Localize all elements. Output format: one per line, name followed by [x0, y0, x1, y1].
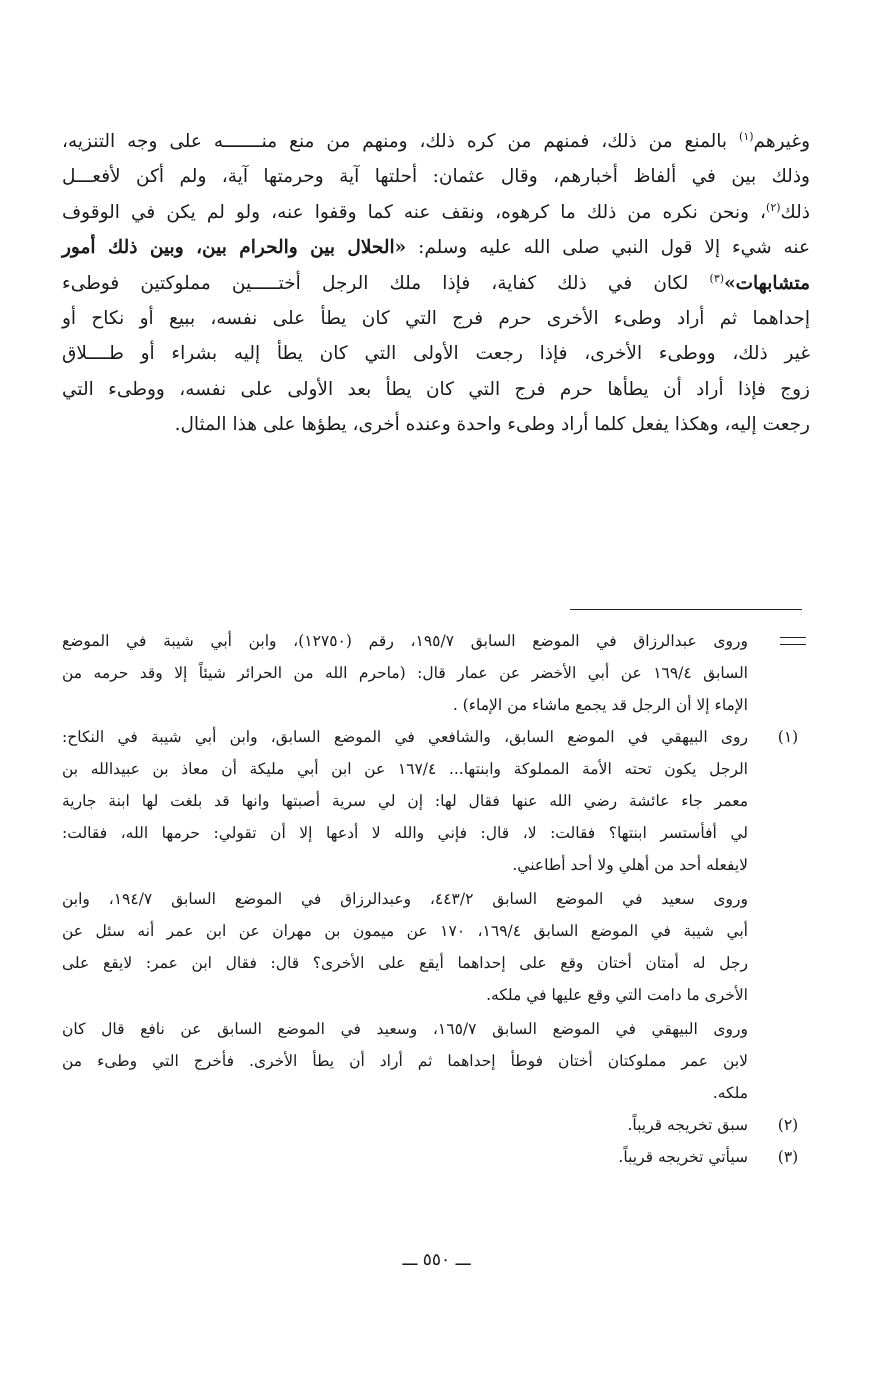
footnote-line: لابن عمر مملوكتان أختان فوطأ إحداهما ثم أراد أن يطأ الأخرى. فأخرج التي وطىء من: [62, 1052, 748, 1070]
hadith-quote: «الحلال بين والحرام بين، وبين ذلك أمور: [62, 237, 407, 259]
footnote-marker-2: (٢): [777, 1116, 799, 1134]
footnote-2: [62, 1109, 810, 1141]
body-line-8: زوج فإذا أراد أن يطأها حرم فرج التي كان يطأ بعد الأولى على نفسه، ووطىء التي: [62, 378, 810, 400]
footnote-line: ملكه.: [712, 1084, 748, 1102]
footnote-marker-1: (١): [777, 728, 799, 746]
body-line-9: رجعت إليه، وهكذا يفعل كلما أراد وطىء واحدة وعنده أخرى، يطؤها على هذا المثال.: [174, 414, 810, 436]
main-body-text: [62, 124, 810, 443]
body-line-3: ذلك$^{(٢)}$، ونحن نكره من ذلك ما كرهوه، ونقف عنه كما وقفوا عنه، ولو لم يكن في الوقوف: [62, 200, 810, 223]
body-line-7: غير ذلك، ووطىء الأخرى، فإذا رجعت الأولى التي كان يطأ إليه بشراء أو طــــلاق: [62, 343, 810, 365]
footnote-1: [62, 721, 810, 1109]
footnote-line: وروى سعيد في الموضع السابق ٤٤٣/٢، وعبدالرزاق في الموضع السابق ١٩٤/٧، وابن: [62, 890, 748, 908]
footnote-line: روى البيهقي في الموضع السابق، والشافعي في الموضع السابق، وابن أبي شيبة في النكاح:: [62, 728, 748, 746]
footnote-ref-3[interactable]: (٣): [709, 271, 725, 285]
footnote-ref-1[interactable]: (١): [739, 129, 754, 143]
footnote-line: أبي شيبة في الموضع السابق ١٦٩/٤، ١٧٠ عن ميمون بن مهران عن ابن عمر أنه سئل عن: [62, 922, 748, 940]
hadith-quote-end: متشابهات»: [724, 272, 810, 294]
footnote-line: سيأتي تخريجه قريباً.: [618, 1148, 748, 1166]
footnote-line: الإماء إلا أن الرجل قد يجمع ماشاء من الإماء) .: [452, 696, 748, 714]
footnote-continuation: [62, 625, 810, 721]
body-line-6: إحداهما ثم أراد وطىء الأخرى حرم فرج التي كان يطأ على نفسه، ببيع أو نكاح أو: [62, 308, 810, 330]
continuation-marker: [780, 637, 806, 645]
body-line-5: متشابهات»$^{(٣)}$ لكان في ذلك كفاية، فإذا ملك الرجل أختـــــين مملوكتين فوطىء: [62, 271, 810, 294]
footnote-line: لايفعله أحد من أهلي ولا أحد أطاعني.: [512, 856, 748, 874]
footnote-ref-2[interactable]: (٢): [766, 200, 781, 214]
footnote-separator: [570, 609, 802, 610]
footnote-line: الرجل يكون تحته الأمة المملوكة وابنتها... ١٦٧/٤ عن ابن أبي مليكة أن معاذ بن عبيدالله بن: [62, 760, 748, 778]
page-number: ـــ ٥٥٠ ـــ: [402, 1250, 471, 1270]
footnote-marker-3: (٣): [777, 1148, 799, 1166]
footnote-3: [62, 1141, 810, 1173]
footnote-line: وروى البيهقي في الموضع السابق ١٦٥/٧، وسعيد في الموضع السابق عن نافع قال كان: [62, 1020, 748, 1038]
body-line-1: وغيرهم$^{(١)}$ بالمنع من ذلك، فمنهم من كره ذلك، ومنهم من منع منـــــــه على وجه التنزيه،: [62, 129, 810, 152]
footnote-line: معمر جاء عائشة رضي الله عنها فقال لها: إن لي سرية أصبتها وانها قد بلغت لها ابنة جارية: [62, 792, 748, 810]
footnote-line: الأخرى ما دامت التي وقع عليها في ملكه.: [486, 986, 748, 1004]
footnote-line: سبق تخريجه قريباً.: [627, 1116, 748, 1134]
footnote-line: وروى عبدالرزاق في الموضع السابق ١٩٥/٧، رقم (١٢٧٥٠)، وابن أبي شيبة في الموضع: [62, 632, 748, 650]
body-line-4: عنه شيء إلا قول النبي صلى الله عليه وسلم: «الحلال بين والحرام بين، وبين ذلك أمور: [62, 237, 810, 259]
body-line-2: وذلك بين في ألفاظ أخبارهم، وقال عثمان: أحلتها آية وحرمتها آية، ولم أكن لأفعـــل: [62, 166, 810, 188]
footnote-line: السابق ١٦٩/٤ عن أبي الأخضر عن عمار قال: (ماحرم الله من الحرائر شيئاً إلا وقد حرمه من: [62, 664, 748, 682]
footnote-line: لي أفأستسر ابنتها؟ فقالت: لا، قال: فإني والله لا أدعها إلا أن تقولي: حرمها الله، فقالت:: [62, 824, 748, 842]
footnotes-section: [62, 625, 810, 1173]
footnote-line: رجل له أمتان أختان وقع على إحداهما أيقع على الأخرى؟ قال: فقال ابن عمر: لايقع على: [62, 954, 748, 972]
